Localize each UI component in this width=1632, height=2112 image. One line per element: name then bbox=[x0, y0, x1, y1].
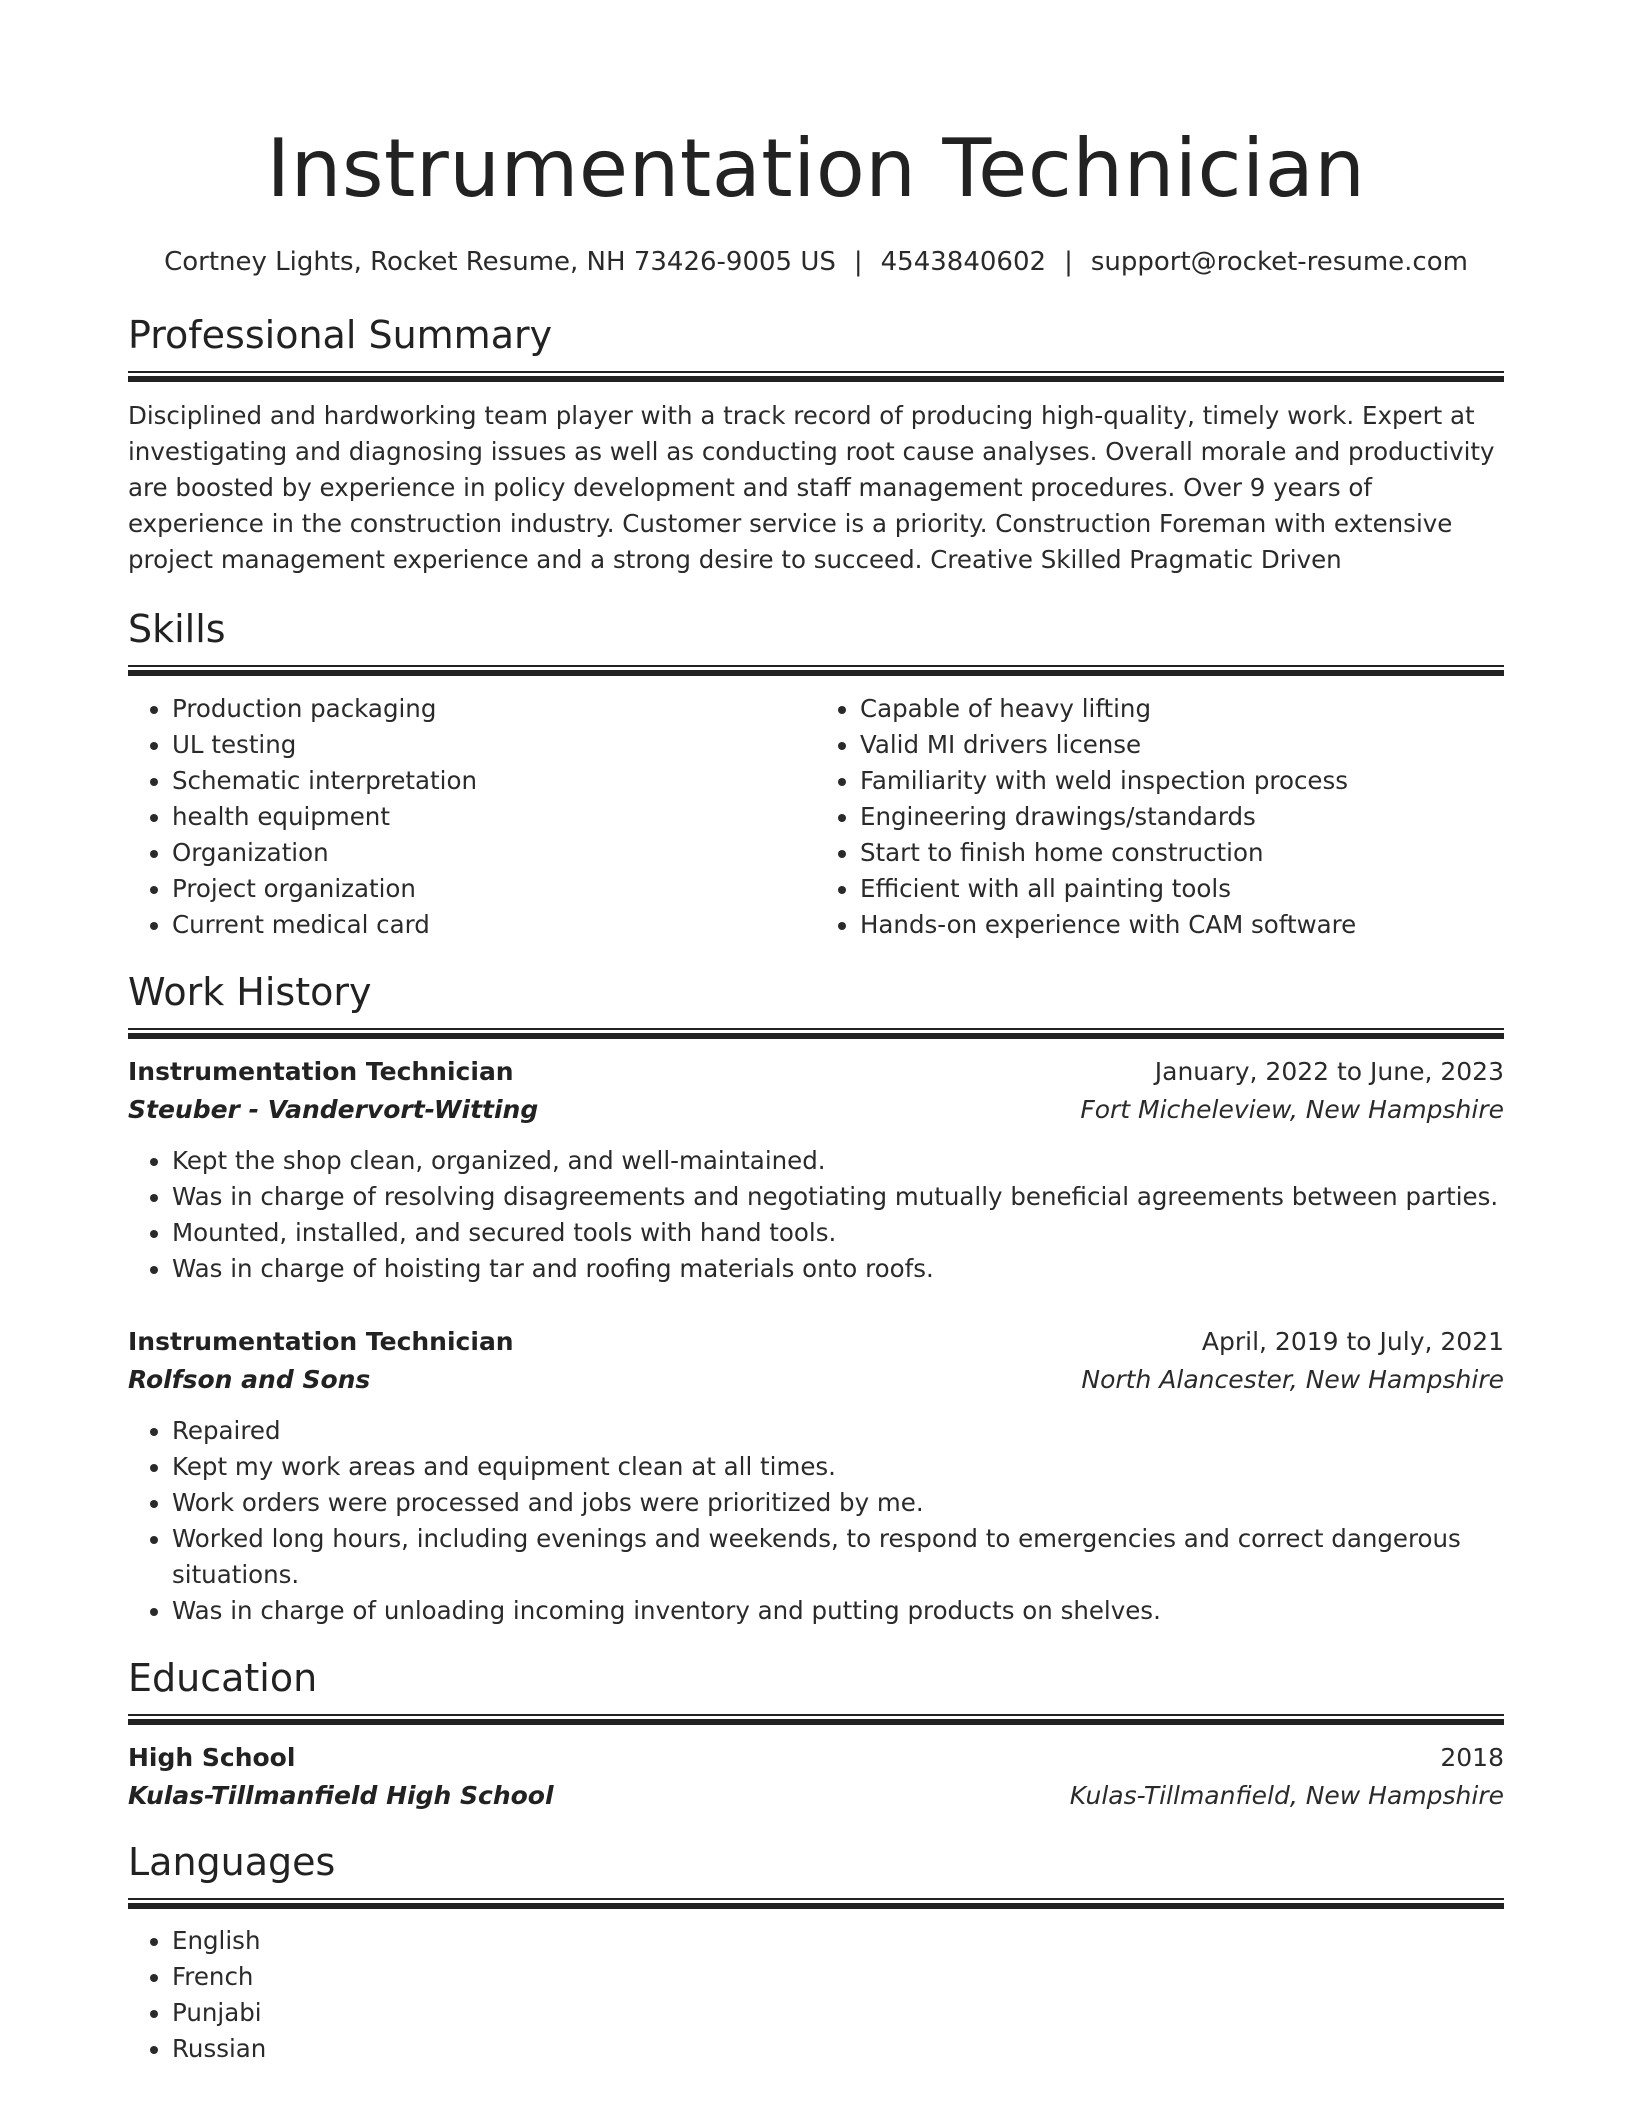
skill-item: • Hands-on experience with CAM software bbox=[860, 907, 1504, 943]
job-bullet: • Kept my work areas and equipment clean at all times. bbox=[172, 1449, 1504, 1485]
job-bullet: • Kept the shop clean, organized, and well-maintained. bbox=[172, 1143, 1504, 1179]
skills-column-left bbox=[128, 691, 816, 943]
resume-title: Instrumentation Technician bbox=[266, 122, 1366, 215]
language-item: • French bbox=[172, 1959, 1504, 1995]
section-title-education: Education bbox=[128, 1656, 318, 1700]
skill-item: • Production packaging bbox=[172, 691, 816, 727]
skill-item: • Familiarity with weld inspection process bbox=[860, 763, 1504, 799]
skill-item: • Engineering drawings/standards bbox=[860, 799, 1504, 835]
job-bullet: • Was in charge of unloading incoming inventory and putting products on shelves. bbox=[172, 1593, 1504, 1629]
job-bullet: • Mounted, installed, and secured tools with hand tools. bbox=[172, 1215, 1504, 1251]
job-title: Instrumentation Technician bbox=[128, 1057, 514, 1086]
skill-item: • UL testing bbox=[172, 727, 816, 763]
job-subheader-row bbox=[128, 1091, 1504, 1129]
section-title-summary: Professional Summary bbox=[128, 313, 553, 357]
skill-item: • Organization bbox=[172, 835, 816, 871]
job-header-row bbox=[128, 1323, 1504, 1361]
education-subheader-row bbox=[128, 1777, 1504, 1815]
skills-list bbox=[816, 691, 1504, 943]
section-divider bbox=[128, 665, 1504, 676]
work-history-section bbox=[128, 969, 1504, 1629]
section-divider bbox=[128, 1714, 1504, 1725]
education-location: Kulas-Tillmanfield, New Hampshire bbox=[1069, 1781, 1504, 1810]
skill-item: • Efficient with all painting tools bbox=[860, 871, 1504, 907]
contact-separator: | bbox=[853, 247, 863, 277]
education-degree: High School bbox=[128, 1743, 296, 1772]
job-entry bbox=[128, 1323, 1504, 1629]
job-bullet: • Was in charge of hoisting tar and roofing materials onto roofs. bbox=[172, 1251, 1504, 1287]
job-subheader-row bbox=[128, 1361, 1504, 1399]
job-location: North Alancester, New Hampshire bbox=[1081, 1365, 1504, 1394]
contact-separator: | bbox=[1064, 247, 1073, 277]
skill-item: • Capable of heavy lifting bbox=[860, 691, 1504, 727]
languages-list bbox=[128, 1923, 1504, 2067]
education-school: Kulas-Tillmanfield High School bbox=[128, 1781, 554, 1810]
job-dates: January, 2022 to June, 2023 bbox=[1154, 1057, 1504, 1086]
section-divider bbox=[128, 371, 1504, 382]
job-entry bbox=[128, 1053, 1504, 1287]
skills-columns bbox=[128, 691, 1504, 943]
section-divider bbox=[128, 1028, 1504, 1039]
language-item: • English bbox=[172, 1923, 1504, 1959]
job-bullet-list bbox=[128, 1143, 1504, 1287]
job-location: Fort Micheleview, New Hampshire bbox=[1080, 1095, 1504, 1124]
contact-email: support@rocket-resume.com bbox=[1090, 247, 1468, 277]
language-item: • Russian bbox=[172, 2031, 1504, 2067]
skill-item: • health equipment bbox=[172, 799, 816, 835]
job-company: Steuber - Vandervort-Witting bbox=[128, 1095, 539, 1124]
contact-address: Cortney Lights, Rocket Resume, NH 73426-9005 US bbox=[164, 247, 836, 277]
section-divider bbox=[128, 1898, 1504, 1909]
contact-line bbox=[128, 246, 1504, 278]
summary-section bbox=[128, 312, 1504, 578]
skills-list bbox=[128, 691, 816, 943]
skill-item: • Current medical card bbox=[172, 907, 816, 943]
languages-section bbox=[128, 1839, 1504, 2067]
job-bullet: • Worked long hours, including evenings and weekends, to respond to emergencies and correct dangerous situations. bbox=[172, 1521, 1504, 1593]
job-bullet: • Repaired bbox=[172, 1413, 1504, 1449]
contact-phone: 4543840602 bbox=[880, 247, 1047, 277]
education-header-row bbox=[128, 1739, 1504, 1777]
language-item: • Punjabi bbox=[172, 1995, 1504, 2031]
job-bullet-list bbox=[128, 1413, 1504, 1629]
job-bullet: • Work orders were processed and jobs were prioritized by me. bbox=[172, 1485, 1504, 1521]
summary-text: Disciplined and hardworking team player with a track record of producing high-quality, timely work. Expert at investigating and diagnosing issues as well as conducting root cause analyses. Overall morale and productivity are boosted by experience in policy development and staff management procedures. Over 9 years of experience in the construction industry. Customer service is a priority. Construction Foreman with extensive project management experience and a strong desire to succeed. Creative Skilled Pragmatic Driven bbox=[128, 401, 1495, 574]
job-title: Instrumentation Technician bbox=[128, 1327, 514, 1356]
skill-item: • Start to finish home construction bbox=[860, 835, 1504, 871]
education-entry bbox=[128, 1739, 1504, 1815]
section-title-languages: Languages bbox=[128, 1840, 336, 1884]
job-bullet: • Was in charge of resolving disagreements and negotiating mutually beneficial agreements between parties. bbox=[172, 1179, 1504, 1215]
section-title-work-history: Work History bbox=[128, 970, 372, 1014]
skill-item: • Valid MI drivers license bbox=[860, 727, 1504, 763]
skills-section bbox=[128, 606, 1504, 943]
skill-item: • Schematic interpretation bbox=[172, 763, 816, 799]
skill-item: • Project organization bbox=[172, 871, 816, 907]
skills-column-right bbox=[816, 691, 1504, 943]
education-section bbox=[128, 1655, 1504, 1815]
job-dates: April, 2019 to July, 2021 bbox=[1201, 1327, 1504, 1356]
education-year: 2018 bbox=[1440, 1743, 1504, 1772]
section-title-skills: Skills bbox=[128, 607, 226, 651]
job-header-row bbox=[128, 1053, 1504, 1091]
job-company: Rolfson and Sons bbox=[128, 1365, 371, 1394]
